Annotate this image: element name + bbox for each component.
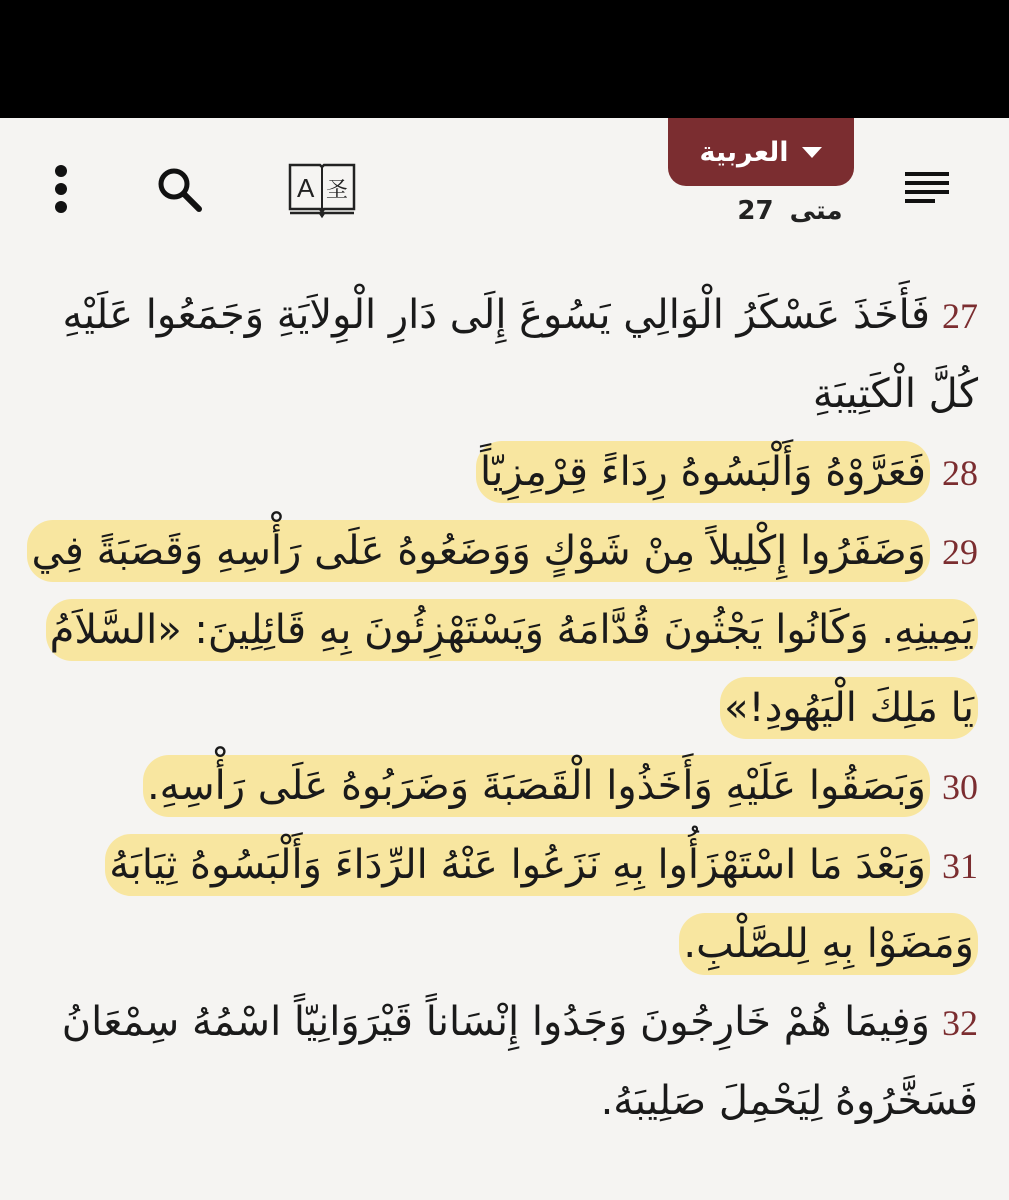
verse-28[interactable] bbox=[30, 433, 978, 512]
magnifier-glyph bbox=[155, 165, 203, 213]
search-icon[interactable] bbox=[144, 154, 214, 224]
open-book-icon bbox=[286, 157, 358, 219]
menu-icon-glyph bbox=[905, 166, 953, 210]
language-selector[interactable] bbox=[668, 118, 854, 186]
verse-number: 32 bbox=[942, 1003, 978, 1043]
verse-32[interactable] bbox=[30, 983, 978, 1140]
highlighted-verse-text: وَبَصَقُوا عَلَيْهِ وَأَخَذُوا الْقَصَبَةَ وَضَرَبُوهُ عَلَى رَأْسِهِ. bbox=[143, 755, 930, 817]
svg-text:A: A bbox=[297, 173, 315, 203]
language-label: العربية bbox=[699, 136, 789, 168]
verse-30[interactable] bbox=[30, 747, 978, 826]
verse-text: فَأَخَذَ عَسْكَرُ الْوَالِي يَسُوعَ إِلَى دَارِ الْوِلاَيَةِ وَجَمَعُوا عَلَيْهِ كُلَّ الْكَتِيبَةِ bbox=[62, 292, 978, 417]
chapter-text bbox=[30, 276, 978, 1140]
status-bar bbox=[0, 0, 1009, 118]
chapter-number: 27 bbox=[737, 196, 774, 226]
highlighted-verse-text: وَضَفَرُوا إِكْلِيلاً مِنْ شَوْكٍ وَوَضَعُوهُ عَلَى رَأْسِهِ وَقَصَبَةً فِي يَمِينِهِ. وَكَانُوا يَجْثُونَ قُدَّامَهُ وَيَسْتَهْزِئُونَ بِهِ قَائِلِينَ: «السَّلاَمُ يَا مَلِكَ الْيَهُودِ!» bbox=[27, 520, 978, 739]
svg-text:圣: 圣 bbox=[326, 178, 349, 203]
vertical-dots-glyph bbox=[51, 164, 71, 214]
verse-number: 27 bbox=[942, 296, 978, 336]
menu-icon[interactable] bbox=[889, 158, 969, 218]
verse-number: 30 bbox=[942, 767, 978, 807]
highlighted-verse-text: وَبَعْدَ مَا اسْتَهْزَأُوا بِهِ نَزَعُوا عَنْهُ الرِّدَاءَ وَأَلْبَسُوهُ ثِيَابَهُ وَمَضَوْا بِهِ لِلصَّلْبِ. bbox=[105, 834, 978, 975]
verse-27[interactable] bbox=[30, 276, 978, 433]
more-options-icon[interactable] bbox=[36, 154, 86, 224]
verse-31[interactable] bbox=[30, 826, 978, 983]
verse-29[interactable] bbox=[30, 512, 978, 747]
caret-down-icon bbox=[802, 147, 822, 158]
highlighted-verse-text: فَعَرَّوْهُ وَأَلْبَسُوهُ رِدَاءً قِرْمِزِيّاً bbox=[476, 441, 930, 503]
parallel-translation-icon[interactable] bbox=[280, 150, 364, 226]
verse-text: وَفِيمَا هُمْ خَارِجُونَ وَجَدُوا إِنْسَاناً قَيْرَوَانِيّاً اسْمُهُ سِمْعَانُ فَسَخَّرُوهُ لِيَحْمِلَ صَلِيبَهُ. bbox=[61, 999, 978, 1124]
verse-number: 28 bbox=[942, 453, 978, 493]
chapter-reference[interactable] bbox=[720, 196, 860, 236]
verse-number: 31 bbox=[942, 846, 978, 886]
book-name: متى bbox=[789, 196, 843, 226]
verse-number: 29 bbox=[942, 532, 978, 572]
